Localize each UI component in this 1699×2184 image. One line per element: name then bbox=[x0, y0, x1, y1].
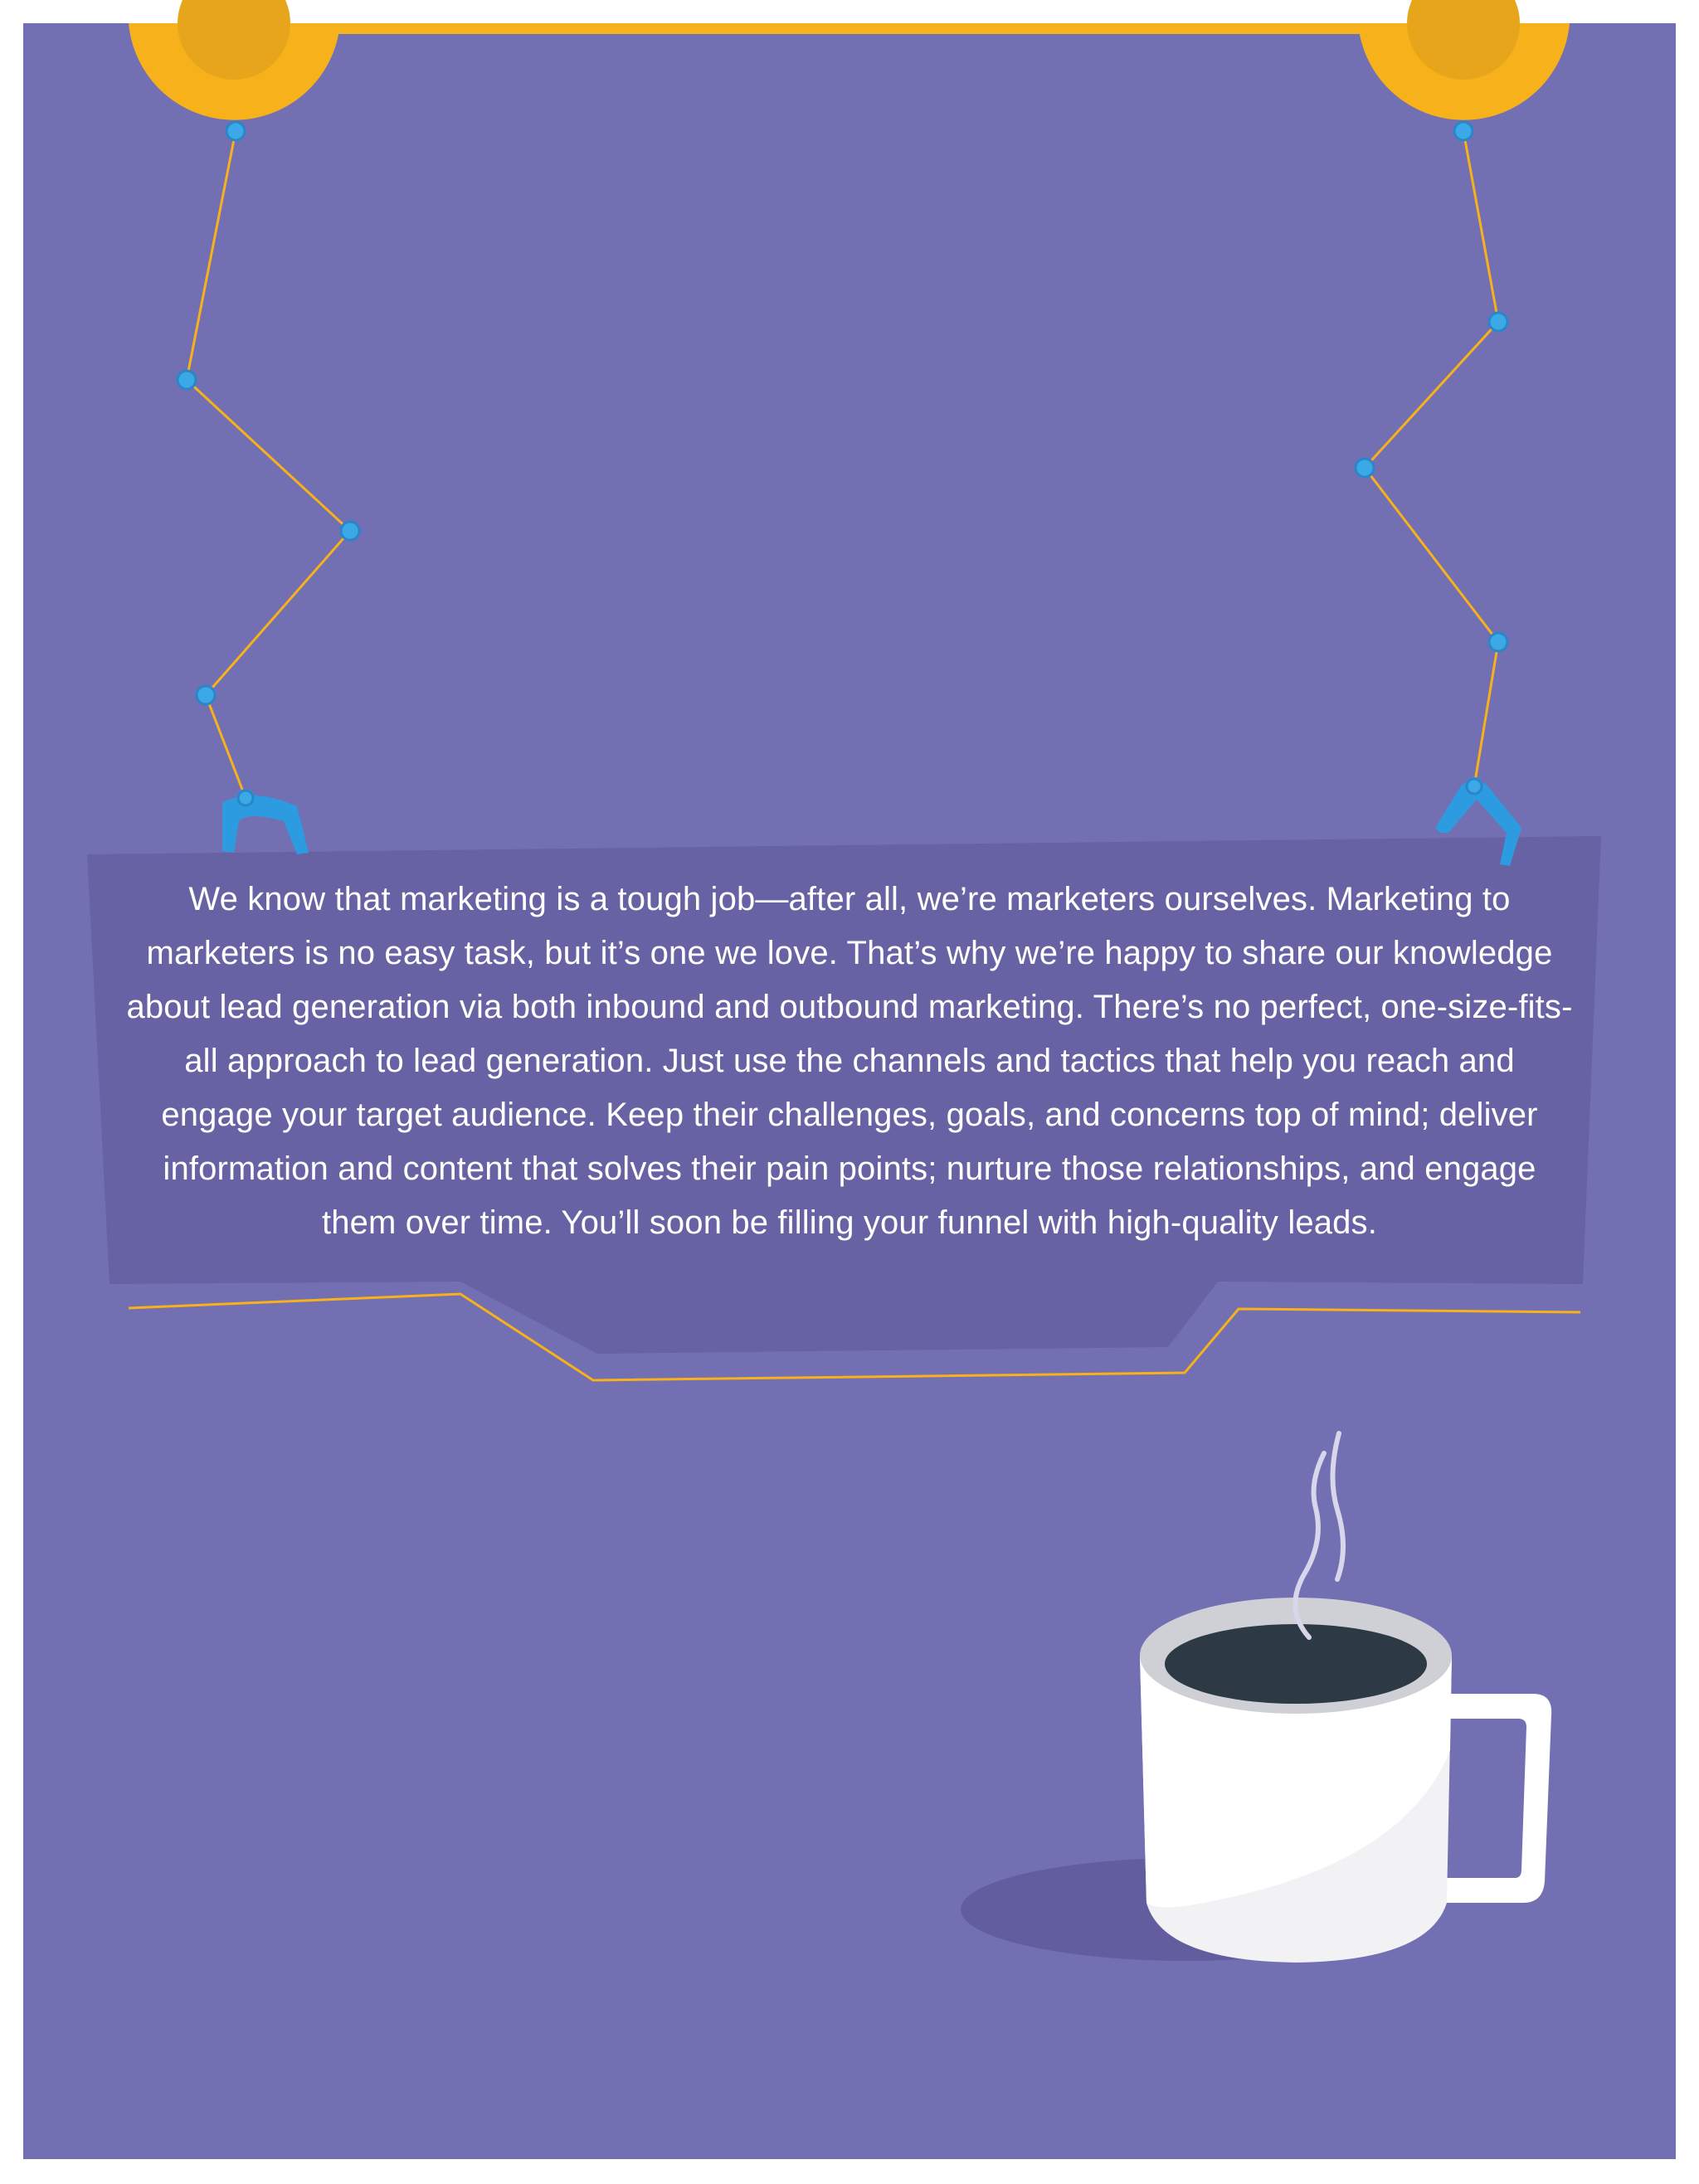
top-rail bbox=[249, 23, 1460, 34]
left-claw-icon bbox=[222, 789, 309, 854]
mug-handle bbox=[1447, 1694, 1551, 1903]
coffee-mug-icon bbox=[961, 1598, 1551, 1963]
coffee-surface bbox=[1165, 1624, 1427, 1704]
left-robot-arm bbox=[178, 122, 359, 854]
left-pulley-icon bbox=[129, 0, 340, 120]
right-pulley-icon bbox=[1358, 0, 1570, 120]
right-robot-arm bbox=[1356, 122, 1521, 866]
intro-paragraph: We know that marketing is a tough job—after all, we’re marketers ourselves. Marketing to marketers is no easy task, but it’s one we love. That’s why we’re happy to share our knowledge about lead generation via both inbound and outbound marketing. There’s no perfect, one-size-fits-all approach to lead generation. Just use the channels and tactics that help you reach and engage your target audience. Keep their challenges, goals, and concerns top of mind; deliver information and content that solves their pain points; nurture those relationships, and engage them over time. You’ll soon be filling your funnel with high-quality leads. bbox=[126, 881, 1573, 1241]
